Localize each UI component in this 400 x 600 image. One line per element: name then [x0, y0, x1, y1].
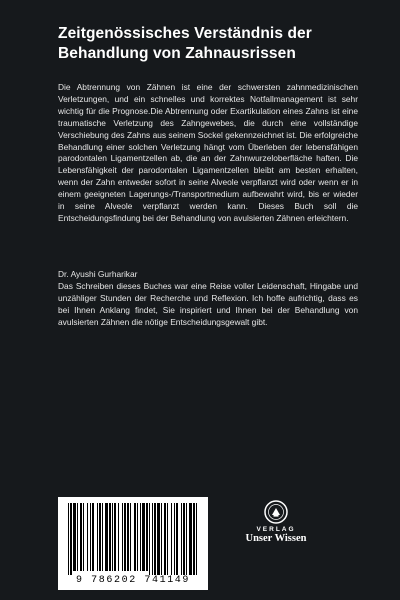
barcode-bars: [58, 497, 208, 577]
blurb-text: Die Abtrennung von Zähnen ist eine der schwersten zahnmedizinischen Verletzungen, und ein schnelles und korrektes Notfallmanagement ist sehr wichtig für die Prognose.Die Abtrennung oder Exartikulation eines Zahns ist eine traumatische Verletzung des Zahngewebes, die durch eine vollständige Verschiebung des Zahns aus seinem Sockel gekennzeichnet ist. Die erfolgreiche Behandlung einer solchen Verletzung hängt vom Überleben der lebensfähigen parodontalen Ligamentzellen ab, die an der Zahnwurzeloberfläche haften. Die Lebensfähigkeit der parodontalen Ligamentzellen bleibt am besten erhalten, wenn der Zahn entweder sofort in seine Alveole verpflanzt wird oder wenn er in einem geeigneten Lagerungs-/Transportmedium aufbewahrt wird, bis er wieder in seine Alveole verpflanzt werden kann. Dieses Buch soll die Entscheidungsfindung bei der Behandlung von avulsierten Zähnen erleichtern.: [58, 82, 358, 223]
publisher-name: Unser Wissen: [245, 533, 307, 544]
author-bio: Das Schreiben dieses Buches war eine Reise voller Leidenschaft, Hingabe und unzähliger Stunden der Recherche und Reflexion. Ich hoffe aufrichtig, dass es bei Ihnen Anklang findet, Sie inspiriert und Ihnen bei der Behandlung von avulsierten Zähnen die nötige Entscheidungsgewalt gibt.: [58, 281, 358, 327]
barcode-digits: 9 786202 741149: [75, 575, 190, 586]
publisher-logo: [238, 500, 314, 560]
author-name: Dr. Ayushi Gurharikar: [58, 269, 138, 279]
title-line-2: Behandlung von Zahnausrissen: [58, 45, 296, 62]
title-line-1: Zeitgenössisches Verständnis der: [58, 25, 312, 42]
publisher-emblem-icon: [264, 500, 288, 524]
book-title: [58, 24, 358, 64]
isbn-barcode: [58, 497, 208, 590]
publisher-verlag: VERLAG: [256, 526, 296, 533]
